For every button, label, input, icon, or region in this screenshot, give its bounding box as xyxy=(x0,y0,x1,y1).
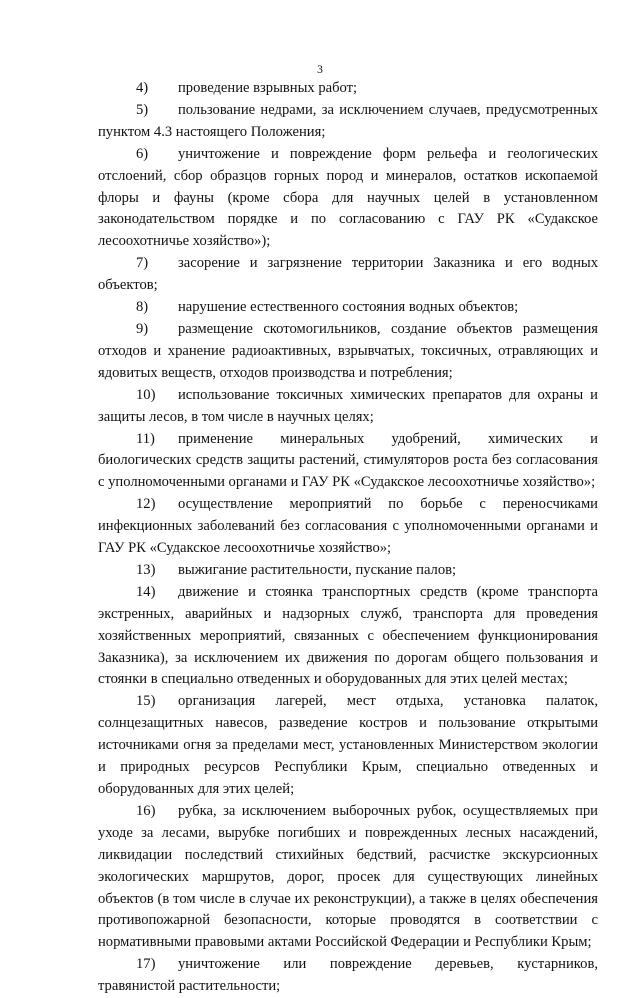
list-item xyxy=(98,78,598,100)
item-text: размещение скотомогильников, создание объектов размещения отходов и хранение радиоактивных, взрывчатых, токсичных, отравляющих и ядовитых веществ, отходов производства и потребления; xyxy=(98,320,598,381)
list-item xyxy=(98,297,598,319)
item-number: 10) xyxy=(136,386,156,403)
list-item xyxy=(98,560,598,582)
item-number: 8) xyxy=(136,299,149,316)
item-text: пользование недрами, за исключением случаев, предусмотренных пунктом 4.3 настоящего Положения; xyxy=(98,101,598,140)
document-body xyxy=(98,78,598,998)
list-item xyxy=(98,494,598,560)
item-text: проведение взрывных работ; xyxy=(178,80,358,96)
item-text: движение и стоянка транспортных средств (кроме транспорта экстренных, аварийных и надзорных служб, транспорта для проведения хозяйственных мероприятий, связанных с обеспечением функционирования Заказника), за исключением их движения по дорогам общего пользования и стоянки в специально отведенных и оборудованных для этих целей местах; xyxy=(98,583,598,688)
item-number: 15) xyxy=(136,693,156,710)
item-number: 9) xyxy=(136,320,149,337)
item-number: 14) xyxy=(136,583,156,600)
item-text: нарушение естественного состояния водных объектов; xyxy=(178,299,519,316)
item-number: 17) xyxy=(136,956,156,973)
list-item xyxy=(98,253,598,297)
list-item xyxy=(98,385,598,429)
list-item xyxy=(98,100,598,144)
item-number: 7) xyxy=(136,255,149,272)
item-text: уничтожение и повреждение форм рельефа и геологических отслоений, сбор образцов горных пород и минералов, остатков ископаемой флоры и фауны (кроме сбора для научных целей в установленном законодательством порядке и по согласованию с ГАУ РК «Судакское лесоохотничье хозяйство»); xyxy=(98,145,598,250)
list-item xyxy=(98,144,598,254)
list-item xyxy=(98,319,598,385)
item-number: 4) xyxy=(136,80,149,96)
item-text: рубка, за исключением выборочных рубок, осуществляемых при уходе за лесами, вырубке погибших и поврежденных лесных насаждений, ликвидации последствий стихийных бедствий, расчистке экскурсионных экологических маршрутов, дорог, просек для существующих линейных объектов (в том числе в случае их реконструкции), а также в целях обеспечения противопожарной безопасности, которые проводятся в соответствии с нормативными правовыми актами Российской Федерации и Республики Крым; xyxy=(98,802,598,951)
page-number: 3 xyxy=(317,64,323,76)
list-item xyxy=(98,582,598,692)
item-text: использование токсичных химических препаратов для охраны и защиты лесов, в том числе в научных целях; xyxy=(98,386,598,425)
list-item xyxy=(98,691,598,801)
list-item xyxy=(98,429,598,495)
item-text: применение минеральных удобрений, химических и биологических средств защиты растений, стимуляторов роста без согласования с уполномоченными органами и ГАУ РК «Судакское лесоохотничье хозяйство»; xyxy=(98,430,598,491)
item-text: уничтожение или повреждение деревьев, кустарников, травянистой растительности; xyxy=(98,956,598,995)
item-text: осуществление мероприятий по борьбе с переносчиками инфекционных заболеваний без согласования с уполномоченными органами и ГАУ РК «Судакское лесоохотничье хозяйство»; xyxy=(98,496,598,557)
item-text: засорение и загрязнение территории Заказника и его водных объектов; xyxy=(98,255,598,294)
item-number: 13) xyxy=(136,561,156,578)
item-number: 5) xyxy=(136,101,149,118)
item-text: выжигание растительности, пускание палов; xyxy=(178,561,457,578)
item-number: 6) xyxy=(136,145,149,162)
list-item xyxy=(98,954,598,998)
item-number: 16) xyxy=(136,802,156,819)
item-number: 11) xyxy=(136,430,155,447)
item-number: 12) xyxy=(136,496,156,513)
list-item xyxy=(98,801,598,954)
item-text: организация лагерей, мест отдыха, установка палаток, солнцезащитных навесов, разведение костров и пользование открытыми источниками огня за пределами мест, установленных Министерством экологии и природных ресурсов Республики Крым, специально отведенных и оборудованных для этих целей; xyxy=(98,693,598,797)
